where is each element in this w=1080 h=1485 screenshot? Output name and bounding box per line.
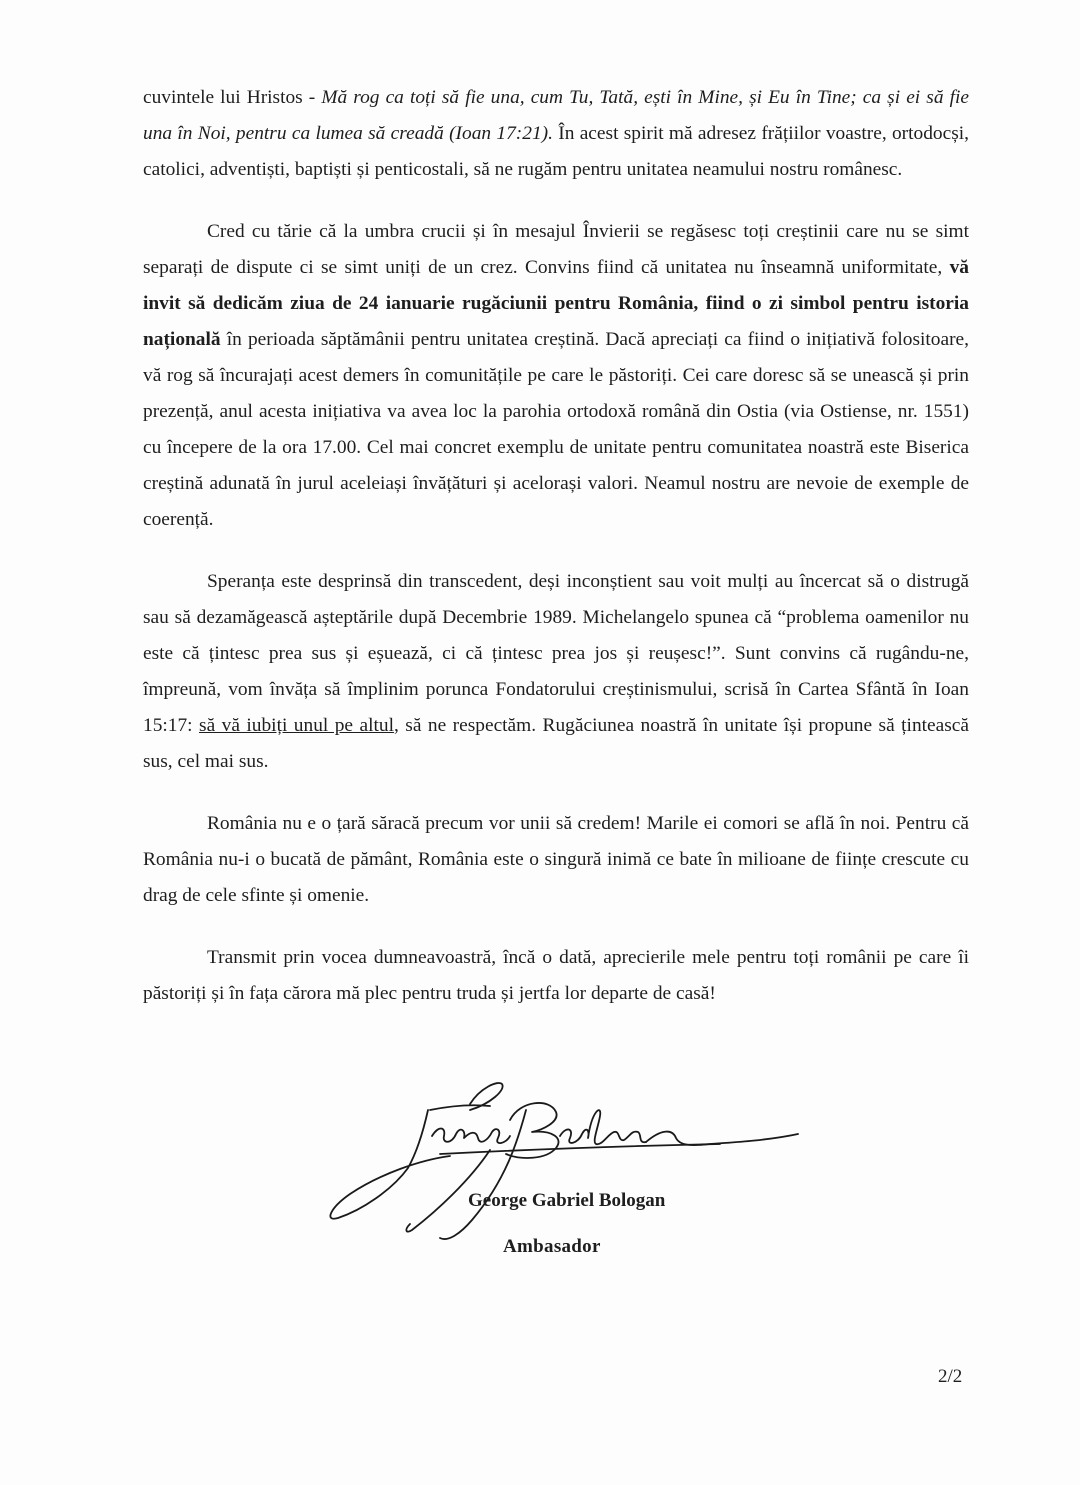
signature-block [320,1070,820,1270]
paragraph-1 [143,80,969,188]
paragraph-1-text-c: În acest spirit mă adresez frățiilor voastre, ortodocși, catolici, adventiști, baptiști și penticostali, să ne rugăm pentru unitatea neamului nostru românesc. [143,123,969,180]
page-number: 2/2 [938,1366,963,1387]
signer-title: Ambasador [503,1236,601,1257]
paragraph-2 [143,214,969,538]
paragraph-2-text-c: în perioada săptămânii pentru unitatea creștină. Dacă apreciați ca fiind o inițiativă folositoare, vă rog să încurajați acest demers în comunitățile pe care le păstoriți. Cei care doresc să se unească și prin prezență, anul acesta inițiativa va avea loc la parohia ortodoxă română din Ostia (via Ostiense, nr. 1551) cu începere de la ora 17.00. Cel mai concret exemplu de unitate pentru comunitatea noastră este Biserica creștină adunată în jurul aceleiași învățături și acelorași valori. Neamul nostru are nevoie de exemple de coerență. [143,329,969,530]
bible-quote-ioan-17-21: Mă rog ca toți să fie una, cum Tu, Tată, ești în Mine, și Eu în Tine; ca și ei să fie una în Noi, pentru ca lumea să creadă (Ioan 17:21). [143,87,969,144]
letter-body [143,80,969,1038]
underlined-quote-ioan-15-17: să vă iubiți unul pe altul [199,715,394,736]
paragraph-3-text-c: , să ne respectăm. Rugăciunea noastră în unitate își propune să țintească sus, cel mai sus. [143,715,969,772]
paragraph-4: România nu e o țară săracă precum vor unii să credem! Marile ei comori se află în noi. Pentru că România nu-i o bucată de pământ, România este o singură inimă ce bate în milioane de ființe crescute cu drag de cele sfinte și omenie. [143,813,969,906]
paragraph-5: Transmit prin vocea dumneavoastră, încă o dată, aprecierile mele pentru toți românii pe care îi păstoriți și în fața cărora mă plec pentru truda și jertfa lor departe de casă! [143,947,969,1004]
paragraph-3-text-a: Speranța este desprinsă din transcedent, deși inconștient sau voit mulți au încercat să o distrugă sau să dezamăgească așteptările după Decembrie 1989. Michelangelo spunea că “problema oamenilor nu este că țintesc prea sus și eșuează, ci că țintesc prea jos și reușesc!”. Sunt convins că rugându-ne, împreună, vom învăța să împlinim porunca Fondatorului creștinismului, scrisă în Cartea Sfântă în Ioan 15:17: [143,571,969,736]
paragraph-1-text-a: cuvintele lui Hristos - [143,87,322,108]
paragraph-3 [143,564,969,780]
paragraph-2-text-a: Cred cu tărie că la umbra crucii și în mesajul Învierii se regăsesc toți creștinii care nu se simt separați de dispute ci se simt uniți de un crez. Convins fiind că unitatea nu înseamnă uniformitate, [143,221,969,278]
signer-name: George Gabriel Bologan [468,1190,666,1211]
invitation-bold-text: vă invit să dedicăm ziua de 24 ianuarie rugăciunii pentru România, fiind o zi simbol pentru istoria națională [143,257,969,350]
